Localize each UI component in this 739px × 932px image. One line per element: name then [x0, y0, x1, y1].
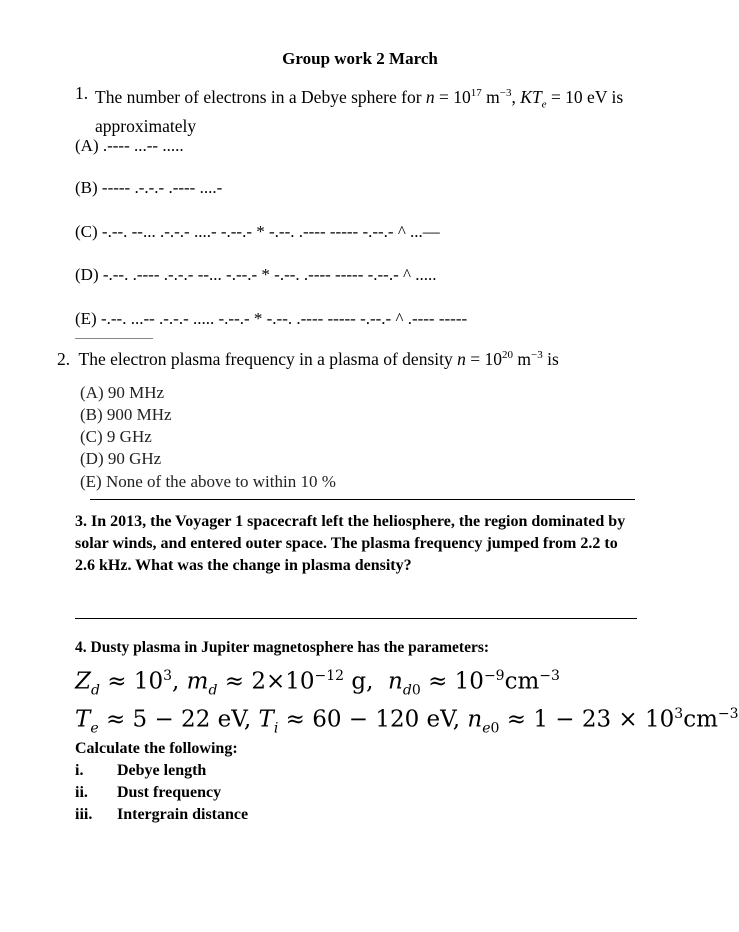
divider: [75, 618, 637, 619]
question-1-option-c: (C) -.--. --... .-.-.- ....- -.--.- * -.--. .---- ----- -.--.- ^ ...—: [75, 222, 440, 241]
equation-dust-parameters: $Z_d \approx 10^3$, $m_d \approx 2\times 10^{-12}$ g, $n_{d0} \approx 10^{-9}cm^{-3}$: [75, 668, 560, 699]
question-1-option-b: (B) ----- .-.-.- .---- ....-: [75, 178, 223, 197]
question-1-option-d: (D) -.--. .---- .-.-.- --... -.--.- * -.--. .---- ----- -.--.- ^ .....: [75, 265, 437, 284]
short-divider: [75, 338, 153, 339]
question-4-text: 4. Dusty plasma in Jupiter magnetosphere has the parameters:: [75, 639, 490, 656]
question-2-option-c: (C) 9 GHz: [80, 427, 152, 446]
question-1-number: 1.: [75, 83, 89, 103]
question-1-text: The number of electrons in a Debye sphere for $n = 10^{17}$ $m^{-3}$, $KT_e = 10$ eV is approximately: [95, 86, 624, 137]
divider: [90, 499, 635, 500]
question-2-option-b: (B) 900 MHz: [80, 405, 172, 424]
question-2-text: 2. The electron plasma frequency in a plasma of density $n = 10^{20}$ $m^{-3}$ is: [57, 349, 559, 369]
list-item: i. Debye length: [75, 762, 207, 779]
list-item: ii. Dust frequency: [75, 784, 222, 801]
question-2-option-a: (A) 90 MHz: [80, 383, 165, 402]
question-1-option-a: (A) .---- ...-- .....: [75, 136, 184, 155]
page-title: Group work 2 March: [282, 49, 438, 68]
question-2-option-d: (D) 90 GHz: [80, 449, 162, 468]
question-1: [75, 82, 655, 137]
equation-plasma-parameters: $T_e \approx 5 - 22$ eV, $T_i \approx 60 - 120$ eV, $n_{e0} \approx 1 - 23 \times 10^3cm^{-3}$: [75, 706, 739, 737]
question-1-option-e: (E) -.--. ...-- .-.-.- ..... -.--.- * -.--. .---- ----- -.--.- ^ .---- -----: [75, 309, 468, 328]
list-item: iii. Intergrain distance: [75, 806, 249, 823]
question-2-option-e: (E) None of the above to within 10 %: [80, 472, 336, 491]
calculate-label: Calculate the following:: [75, 740, 238, 757]
question-3-text: 3. In 2013, the Voyager 1 spacecraft left the heliosphere, the region dominated by solar winds, and entered outer space. The plasma frequency jumped from 2.2 to 2.6 kHz. What was the change in plasma density?: [75, 513, 626, 574]
